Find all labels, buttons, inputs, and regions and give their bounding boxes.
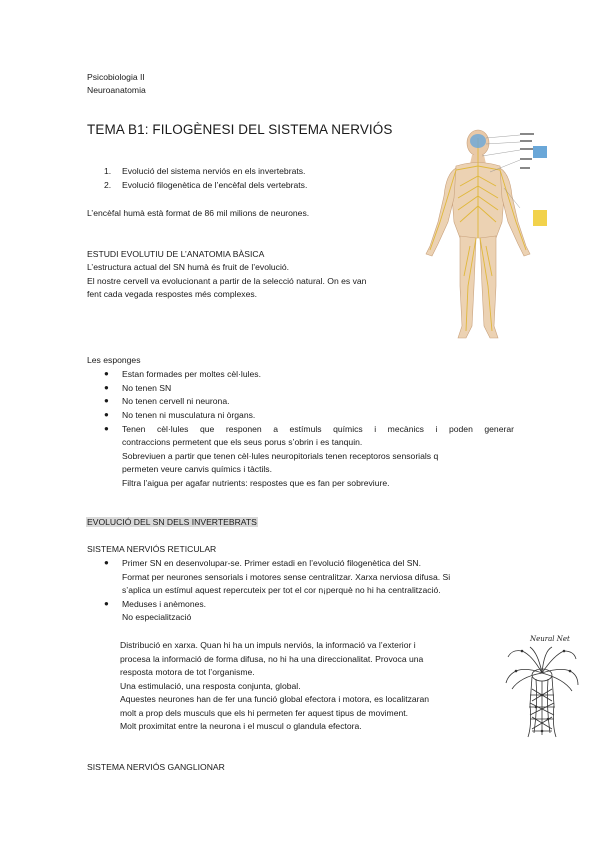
subsection-heading: SISTEMA NERVIÓS GANGLIONAR <box>87 762 225 772</box>
paragraph-line: fent cada vegada respostes més complexes. <box>87 289 258 299</box>
bullet: ● <box>104 424 109 433</box>
neural-net-figure <box>502 645 582 740</box>
paragraph-line: Aquestes neurones han de fer una funció global efectora i motora, es localitzaran <box>120 694 430 704</box>
list-item: Meduses i anèmones. <box>122 599 207 609</box>
list-item-continued: No especialització <box>122 612 192 622</box>
list-item: Estan formades per moltes cèl·lules. <box>122 369 261 379</box>
subject-name: Neuroanatomia <box>87 85 146 95</box>
list-item-continued: Filtra l’aigua per agafar nutrients: respostes que es fan per sobreviure. <box>122 478 390 488</box>
bullet: ● <box>104 410 109 419</box>
bullet: ● <box>104 558 109 567</box>
list-item: Tenen cèl·lules que responen a estímuls químics i mecànics i poden generar <box>122 424 514 434</box>
list-item: No tenen cervell ni neurona. <box>122 396 230 406</box>
list-item-continued: s’aplica un estímul aquest repercuteix per tot el cor n¡perquè no hi ha centralització. <box>122 585 441 595</box>
highlighted-heading <box>86 516 258 529</box>
outline-number: 1. <box>104 166 112 176</box>
section-heading: ESTUDI EVOLUTIU DE L’ANATOMIA BÀSICA <box>87 249 265 259</box>
list-item-continued: Sobreviuen a partir que tenen cèl·lules neuropitorials tenen receptoros sensorials q <box>122 451 439 461</box>
list-item-continued: permeten veure canvis químics i tàctils. <box>122 464 272 474</box>
list-item: No tenen ni musculatura ni òrgans. <box>122 410 256 420</box>
paragraph-line: molt a prop dels musculs que els hi permeten fer aquest tipus de moviment. <box>120 708 409 718</box>
paragraph-line: resposta motora de tot l’organisme. <box>120 667 255 677</box>
highlighted-heading-text: EVOLUCIÓ DEL SN DELS INVERTEBRATS <box>87 517 257 527</box>
list-item: No tenen SN <box>122 383 172 393</box>
intro-text: L’encèfal humà està format de 86 mil milions de neurones. <box>87 208 310 218</box>
bullet: ● <box>104 369 109 378</box>
list-item-continued: contraccions permetent que els seus porus s’obrin i es tanquin. <box>122 437 363 447</box>
paragraph-line: L’estructura actual del SN humà és fruit de l’evolució. <box>87 262 290 272</box>
subsection-heading: SISTEMA NERVIÓS RETICULAR <box>87 544 217 554</box>
section-heading: Les esponges <box>87 355 141 365</box>
neural-net-label: Neural Net <box>530 635 570 643</box>
list-item-continued: Format per neurones sensorials i motores sense centralitzar. Xarxa nerviosa difusa. Si <box>122 572 451 582</box>
paragraph-line: El nostre cervell va evolucionant a partir de la selecció natural. On es van <box>87 276 367 286</box>
bullet: ● <box>104 383 109 392</box>
outline-number: 2. <box>104 180 112 190</box>
paragraph-line: procesa la informació de forma difusa, no hi ha una direccionalitat. Provoca una <box>120 654 424 664</box>
bullet: ● <box>104 396 109 405</box>
course-name: Psicobiologia II <box>87 72 145 82</box>
page-title: TEMA B1: FILOGÈNESI DEL SISTEMA NERVIÓS <box>87 122 393 137</box>
paragraph-line: Distribució en xarxa. Quan hi ha un impuls nerviós, la informació va l’exterior i <box>120 640 416 650</box>
human-nervous-system-figure <box>420 126 555 346</box>
paragraph-line: Una estimulació, una resposta conjunta, global. <box>120 681 301 691</box>
list-item: Primer SN en desenvolupar-se. Primer estadi en l’evolució filogenètica del SN. <box>122 558 422 568</box>
nerves <box>430 138 526 331</box>
outline-item: Evolució filogenètica de l’encèfal dels vertebrats. <box>122 180 308 190</box>
outline-item: Evolució del sistema nerviós en els invertebrats. <box>122 166 306 176</box>
bullet: ● <box>104 599 109 608</box>
paragraph-line: Molt proximitat entre la neurona i el muscul o glandula efectora. <box>120 721 362 731</box>
